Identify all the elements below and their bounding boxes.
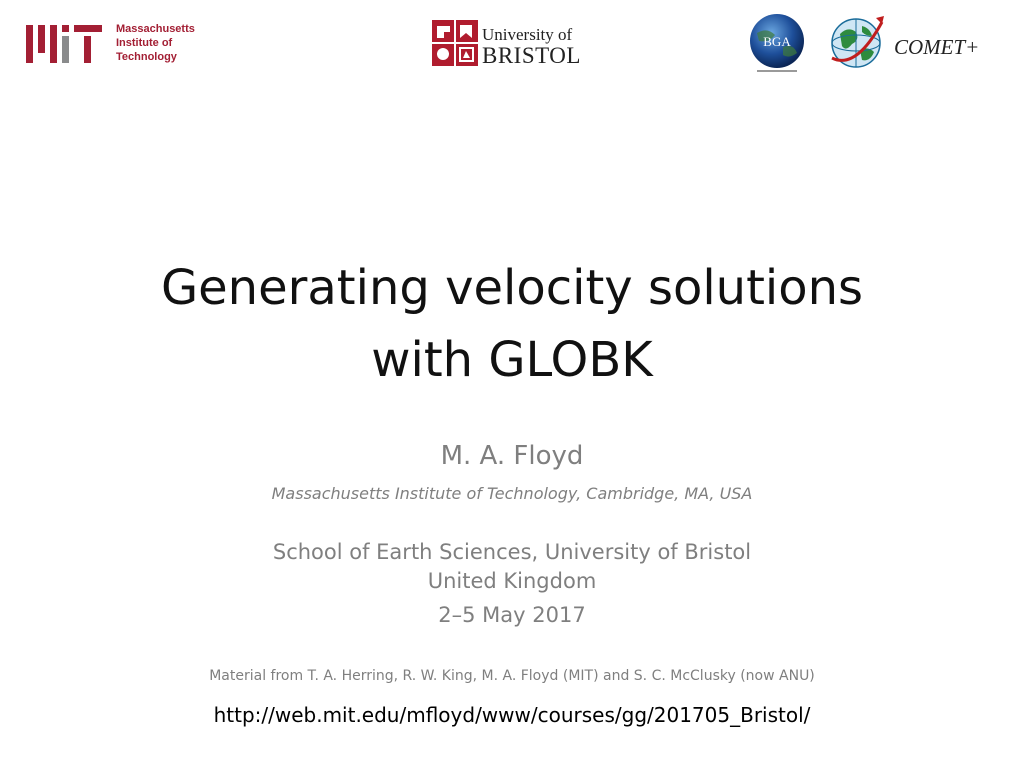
mit-wordmark-line1: Massachusetts [116, 23, 195, 35]
mit-wordmark-line3: Technology [116, 51, 177, 63]
bristol-logo [432, 18, 592, 68]
course-url-link[interactable]: http://web.mit.edu/mfloyd/www/courses/gg/201705_Bristol/ [213, 703, 811, 727]
venue-line2: United Kingdom [427, 569, 597, 593]
bristol-wordmark-line2: BRISTOL [482, 43, 581, 68]
event-dates: 2–5 May 2017 [438, 603, 586, 627]
material-credit: Material from T. A. Herring, R. W. King, M. A. Floyd (MIT) and S. C. McClusky (now ANU) [209, 668, 815, 684]
comet-globe-icon [826, 12, 888, 74]
author-name: M. A. Floyd [440, 441, 584, 471]
venue [0, 538, 1024, 596]
comet-wordmark: COMET+ [894, 35, 980, 59]
venue-line1: School of Earth Sciences, University of Bristol [272, 540, 752, 564]
bga-logo [749, 13, 805, 75]
mit-logo-icon [26, 25, 102, 63]
bristol-wordmark-line1: University of [482, 25, 573, 44]
bristol-crest-icon [432, 20, 478, 66]
mit-wordmark [116, 22, 195, 64]
author-affiliation: Massachusetts Institute of Technology, Cambridge, MA, USA [271, 484, 753, 503]
bga-logo-label: BGA [763, 34, 791, 49]
slide-title-line2: with GLOBK [371, 332, 653, 388]
slide-title-line1: Generating velocity solutions [160, 260, 864, 316]
mit-logo [26, 22, 216, 66]
mit-wordmark-line2: Institute of [116, 37, 173, 49]
slide-title [0, 252, 1024, 396]
